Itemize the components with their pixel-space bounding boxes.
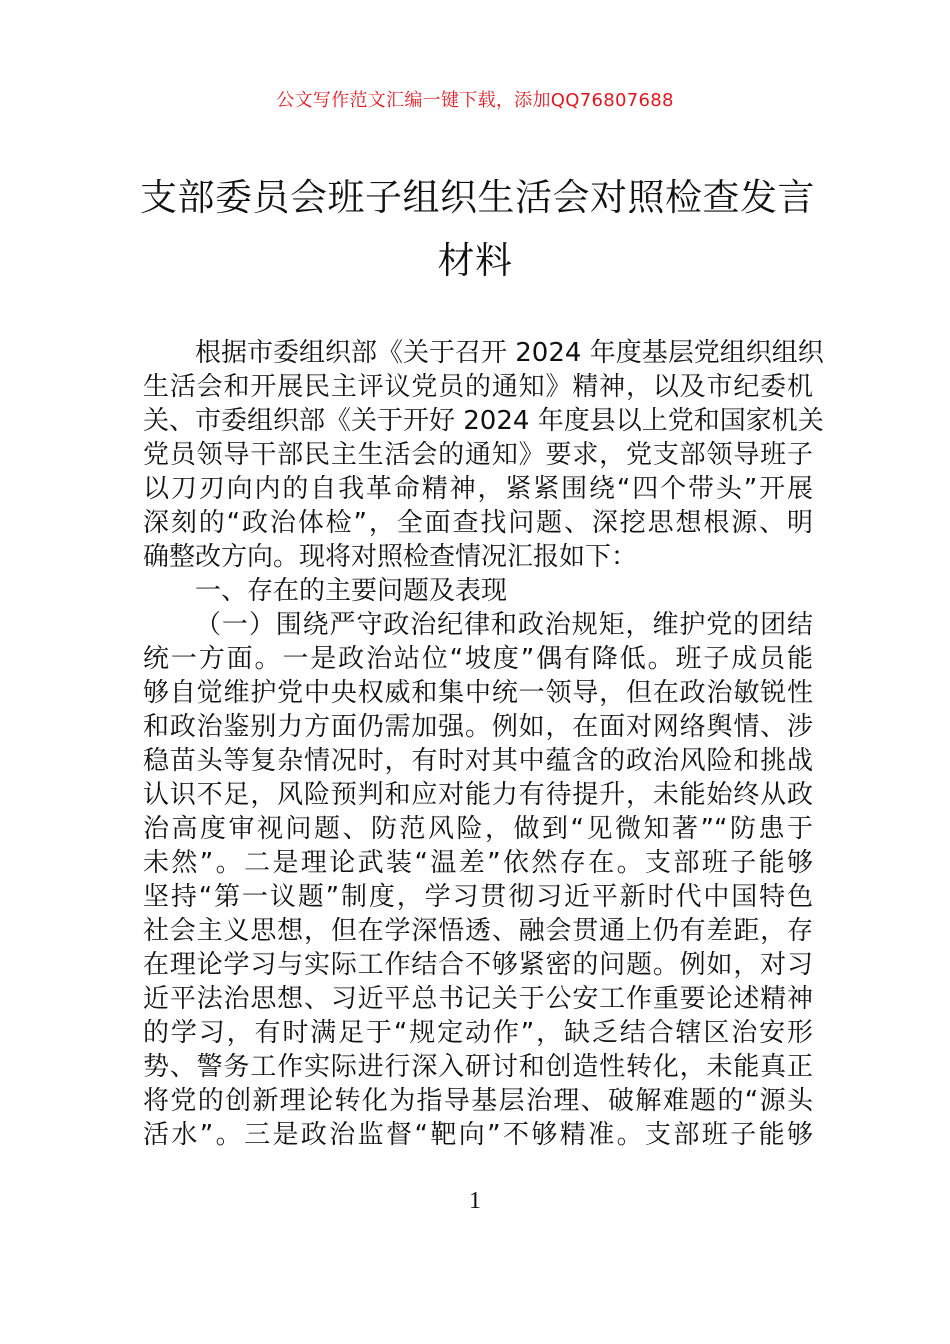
page-number: 1 [469,1188,481,1214]
paragraph-line: 以刀刃向内的自我革命精神，紧紧围绕“四个带头”开展 [143,474,813,504]
document-title [140,166,815,292]
paragraph-line: 近平法治思想、习近平总书记关于公安工作重要论述精神 [143,984,813,1014]
title-line-2: 材料 [437,239,513,282]
paragraph-line: 生活会和开展民主评议党员的通知》精神，以及市纪委机 [143,372,813,402]
paragraph-line: 关、市委组织部《关于开好 2024 年度县以上党和国家机关 [143,406,824,436]
paragraph-line: 将党的创新理论转化为指导基层治理、破解难题的“源头 [143,1086,813,1116]
paragraph-line: 党员领导干部民主生活会的通知》要求，党支部领导班子 [143,440,813,470]
paragraph-line: 治高度审视问题、防范风险，做到“见微知著”“防患于 [143,814,813,844]
paragraph-line: 活水”。三是政治监督“靶向”不够精准。支部班子能够 [143,1120,813,1150]
paragraph-line: 未然”。二是理论武装“温差”依然存在。支部班子能够 [143,848,813,878]
document-body [143,336,824,1152]
paragraph-line: 在理论学习与实际工作结合不够紧密的问题。例如，对习 [143,950,813,980]
paragraph-line: 根据市委组织部《关于召开 2024 年度基层党组织组织 [195,338,824,368]
paragraph-line: 坚持“第一议题”制度，学习贯彻习近平新时代中国特色 [143,882,813,912]
paragraph-line: 稳苗头等复杂情况时，有时对其中蕴含的政治风险和挑战 [143,746,813,776]
paragraph-line: （一）围绕严守政治纪律和政治规矩，维护党的团结 [195,610,813,640]
paragraph-line: 确整改方向。现将对照检查情况汇报如下： [143,542,638,572]
paragraph-line: 势、警务工作实际进行深入研讨和创造性转化，未能真正 [143,1052,813,1082]
paragraph-line: 的学习，有时满足于“规定动作”，缺乏结合辖区治安形 [143,1018,813,1048]
section-heading: 一、存在的主要问题及表现 [195,576,508,606]
paragraph-line: 够自觉维护党中央权威和集中统一领导，但在政治敏锐性 [143,678,813,708]
title-line-1: 支部委员会班子组织生活会对照检查发言 [140,176,815,219]
paragraph-line: 深刻的“政治体检”，全面查找问题、深挖思想根源、明 [143,508,813,538]
paragraph-line: 和政治鉴别力方面仍需加强。例如，在面对网络舆情、涉 [143,712,813,742]
paragraph-line: 认识不足，风险预判和应对能力有待提升，未能始终从政 [143,780,813,810]
paragraph-line: 社会主义思想，但在学深悟透、融会贯通上仍有差距，存 [143,916,813,946]
download-watermark: 公文写作范文汇编一键下载，添加QQ76807688 [276,90,674,111]
paragraph-line: 统一方面。一是政治站位“坡度”偶有降低。班子成员能 [143,644,813,674]
